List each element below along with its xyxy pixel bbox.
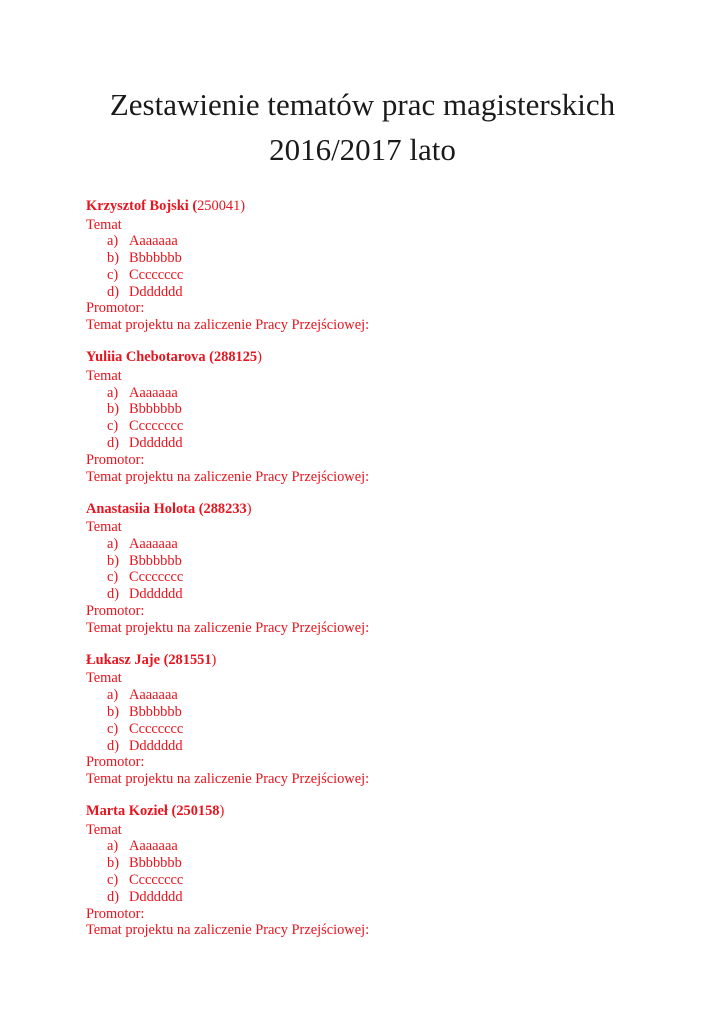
student-entry [86, 349, 686, 500]
topic-letter: d) [107, 737, 119, 754]
topic-text: Cccccccc [129, 266, 184, 283]
topic-text: Ddddddd [129, 434, 183, 451]
title-line-2: 2016/2017 lato [269, 132, 456, 167]
student-id-bold: 250158 [176, 803, 220, 820]
student-id: 250041 [197, 198, 241, 214]
student-header [86, 349, 686, 368]
topic-text: Bbbbbbb [129, 855, 182, 872]
document-title [0, 82, 725, 172]
list-item [107, 872, 686, 889]
student-header [86, 198, 686, 217]
list-item [107, 553, 686, 570]
topic-list [86, 838, 686, 905]
promoter-label: Promotor: [86, 300, 145, 317]
topic-letter: a) [107, 838, 119, 855]
student-name: Marta Kozieł [86, 803, 168, 820]
student-id-close: ) [240, 198, 246, 214]
project-topic-label: Temat projektu na zaliczenie Pracy Przejściowej: [86, 771, 370, 788]
topic-list [86, 687, 686, 754]
student-id-open: ( [167, 803, 177, 820]
topic-letter: c) [107, 418, 119, 435]
project-topic-label: Temat projektu na zaliczenie Pracy Przejściowej: [86, 468, 370, 485]
topic-text: Aaaaaaa [129, 535, 178, 552]
topic-text: Bbbbbbb [129, 250, 182, 267]
topic-letter: b) [107, 855, 119, 872]
list-item [107, 435, 686, 452]
student-id-close: ) [246, 500, 252, 517]
topic-text: Aaaaaaa [129, 687, 178, 704]
topic-label: Temat [86, 519, 122, 536]
topic-text: Aaaaaaa [129, 384, 178, 401]
topic-text: Aaaaaaa [129, 838, 178, 855]
list-item [107, 267, 686, 284]
student-id-close: ) [257, 349, 262, 366]
topic-label: Temat [86, 821, 122, 838]
topic-text: Ddddddd [129, 283, 183, 300]
topic-text: Ddddddd [129, 586, 183, 603]
topic-text: Cccccccc [129, 569, 184, 586]
topic-text: Cccccccc [129, 872, 184, 889]
topic-text: Bbbbbbb [129, 552, 182, 569]
student-id-open: ( [195, 500, 204, 517]
student-entry [86, 803, 686, 954]
promoter-label: Promotor: [86, 603, 145, 620]
student-id-open: ( [205, 349, 214, 366]
topic-text: Bbbbbbb [129, 703, 182, 720]
list-item [107, 586, 686, 603]
topic-letter: a) [107, 687, 119, 704]
topic-list [86, 536, 686, 603]
topic-letter: c) [107, 266, 119, 283]
student-id-close: ) [211, 651, 217, 668]
topic-letter: c) [107, 569, 119, 586]
list-item [107, 250, 686, 267]
topic-list [86, 233, 686, 300]
student-name: Anastasiia Holota [86, 500, 196, 517]
list-item [107, 721, 686, 738]
list-item [107, 569, 686, 586]
promoter-label: Promotor: [86, 905, 145, 922]
list-item [107, 687, 686, 704]
student-header [86, 803, 686, 822]
student-name: Krzysztof Bojski [86, 198, 189, 214]
topic-letter: a) [107, 384, 119, 401]
student-header [86, 652, 686, 671]
project-topic-label: Temat projektu na zaliczenie Pracy Przejściowej: [86, 922, 370, 939]
topic-label: Temat [86, 216, 122, 233]
project-topic-label: Temat projektu na zaliczenie Pracy Przejściowej: [86, 317, 370, 334]
student-entry [86, 652, 686, 803]
topic-text: Bbbbbbb [129, 401, 182, 418]
student-id-open: ( [188, 198, 198, 214]
topic-text: Ddddddd [129, 737, 183, 754]
list-item [107, 855, 686, 872]
promoter-label: Promotor: [86, 451, 145, 468]
topic-label: Temat [86, 367, 122, 384]
list-item [107, 738, 686, 755]
topic-letter: c) [107, 720, 119, 737]
promoter-label: Promotor: [86, 754, 145, 771]
list-item [107, 704, 686, 721]
topic-letter: b) [107, 401, 119, 418]
student-id-bold: 288233 [203, 500, 247, 517]
list-item [107, 233, 686, 250]
topic-letter: d) [107, 888, 119, 905]
topic-letter: d) [107, 434, 119, 451]
student-id-close: ) [219, 803, 225, 820]
list-item [107, 418, 686, 435]
student-name: Yuliia Chebotarova [86, 349, 206, 366]
student-id-bold: 281551 [168, 651, 212, 668]
topic-letter: d) [107, 283, 119, 300]
topic-text: Ddddddd [129, 888, 183, 905]
list-item [107, 284, 686, 301]
topic-letter: a) [107, 535, 119, 552]
student-entries [86, 198, 686, 954]
topic-letter: b) [107, 552, 119, 569]
list-item [107, 385, 686, 402]
topic-label: Temat [86, 670, 122, 687]
topic-list [86, 385, 686, 452]
list-item [107, 838, 686, 855]
topic-text: Aaaaaaa [129, 233, 178, 250]
topic-letter: d) [107, 586, 119, 603]
topic-letter: b) [107, 703, 119, 720]
student-entry [86, 198, 686, 349]
topic-text: Cccccccc [129, 720, 184, 737]
student-id-open: ( [159, 651, 169, 668]
student-header [86, 501, 686, 520]
topic-letter: c) [107, 872, 119, 889]
student-entry [86, 501, 686, 652]
topic-letter: a) [107, 233, 119, 250]
topic-letter: b) [107, 250, 119, 267]
student-id-bold: 288125 [213, 349, 258, 366]
title-line-1: Zestawienie tematów prac magisterskich [109, 87, 616, 122]
topic-text: Cccccccc [129, 418, 184, 435]
list-item [107, 536, 686, 553]
list-item [107, 889, 686, 906]
student-name: Łukasz Jaje [86, 651, 160, 668]
project-topic-label: Temat projektu na zaliczenie Pracy Przejściowej: [86, 619, 370, 636]
list-item [107, 401, 686, 418]
